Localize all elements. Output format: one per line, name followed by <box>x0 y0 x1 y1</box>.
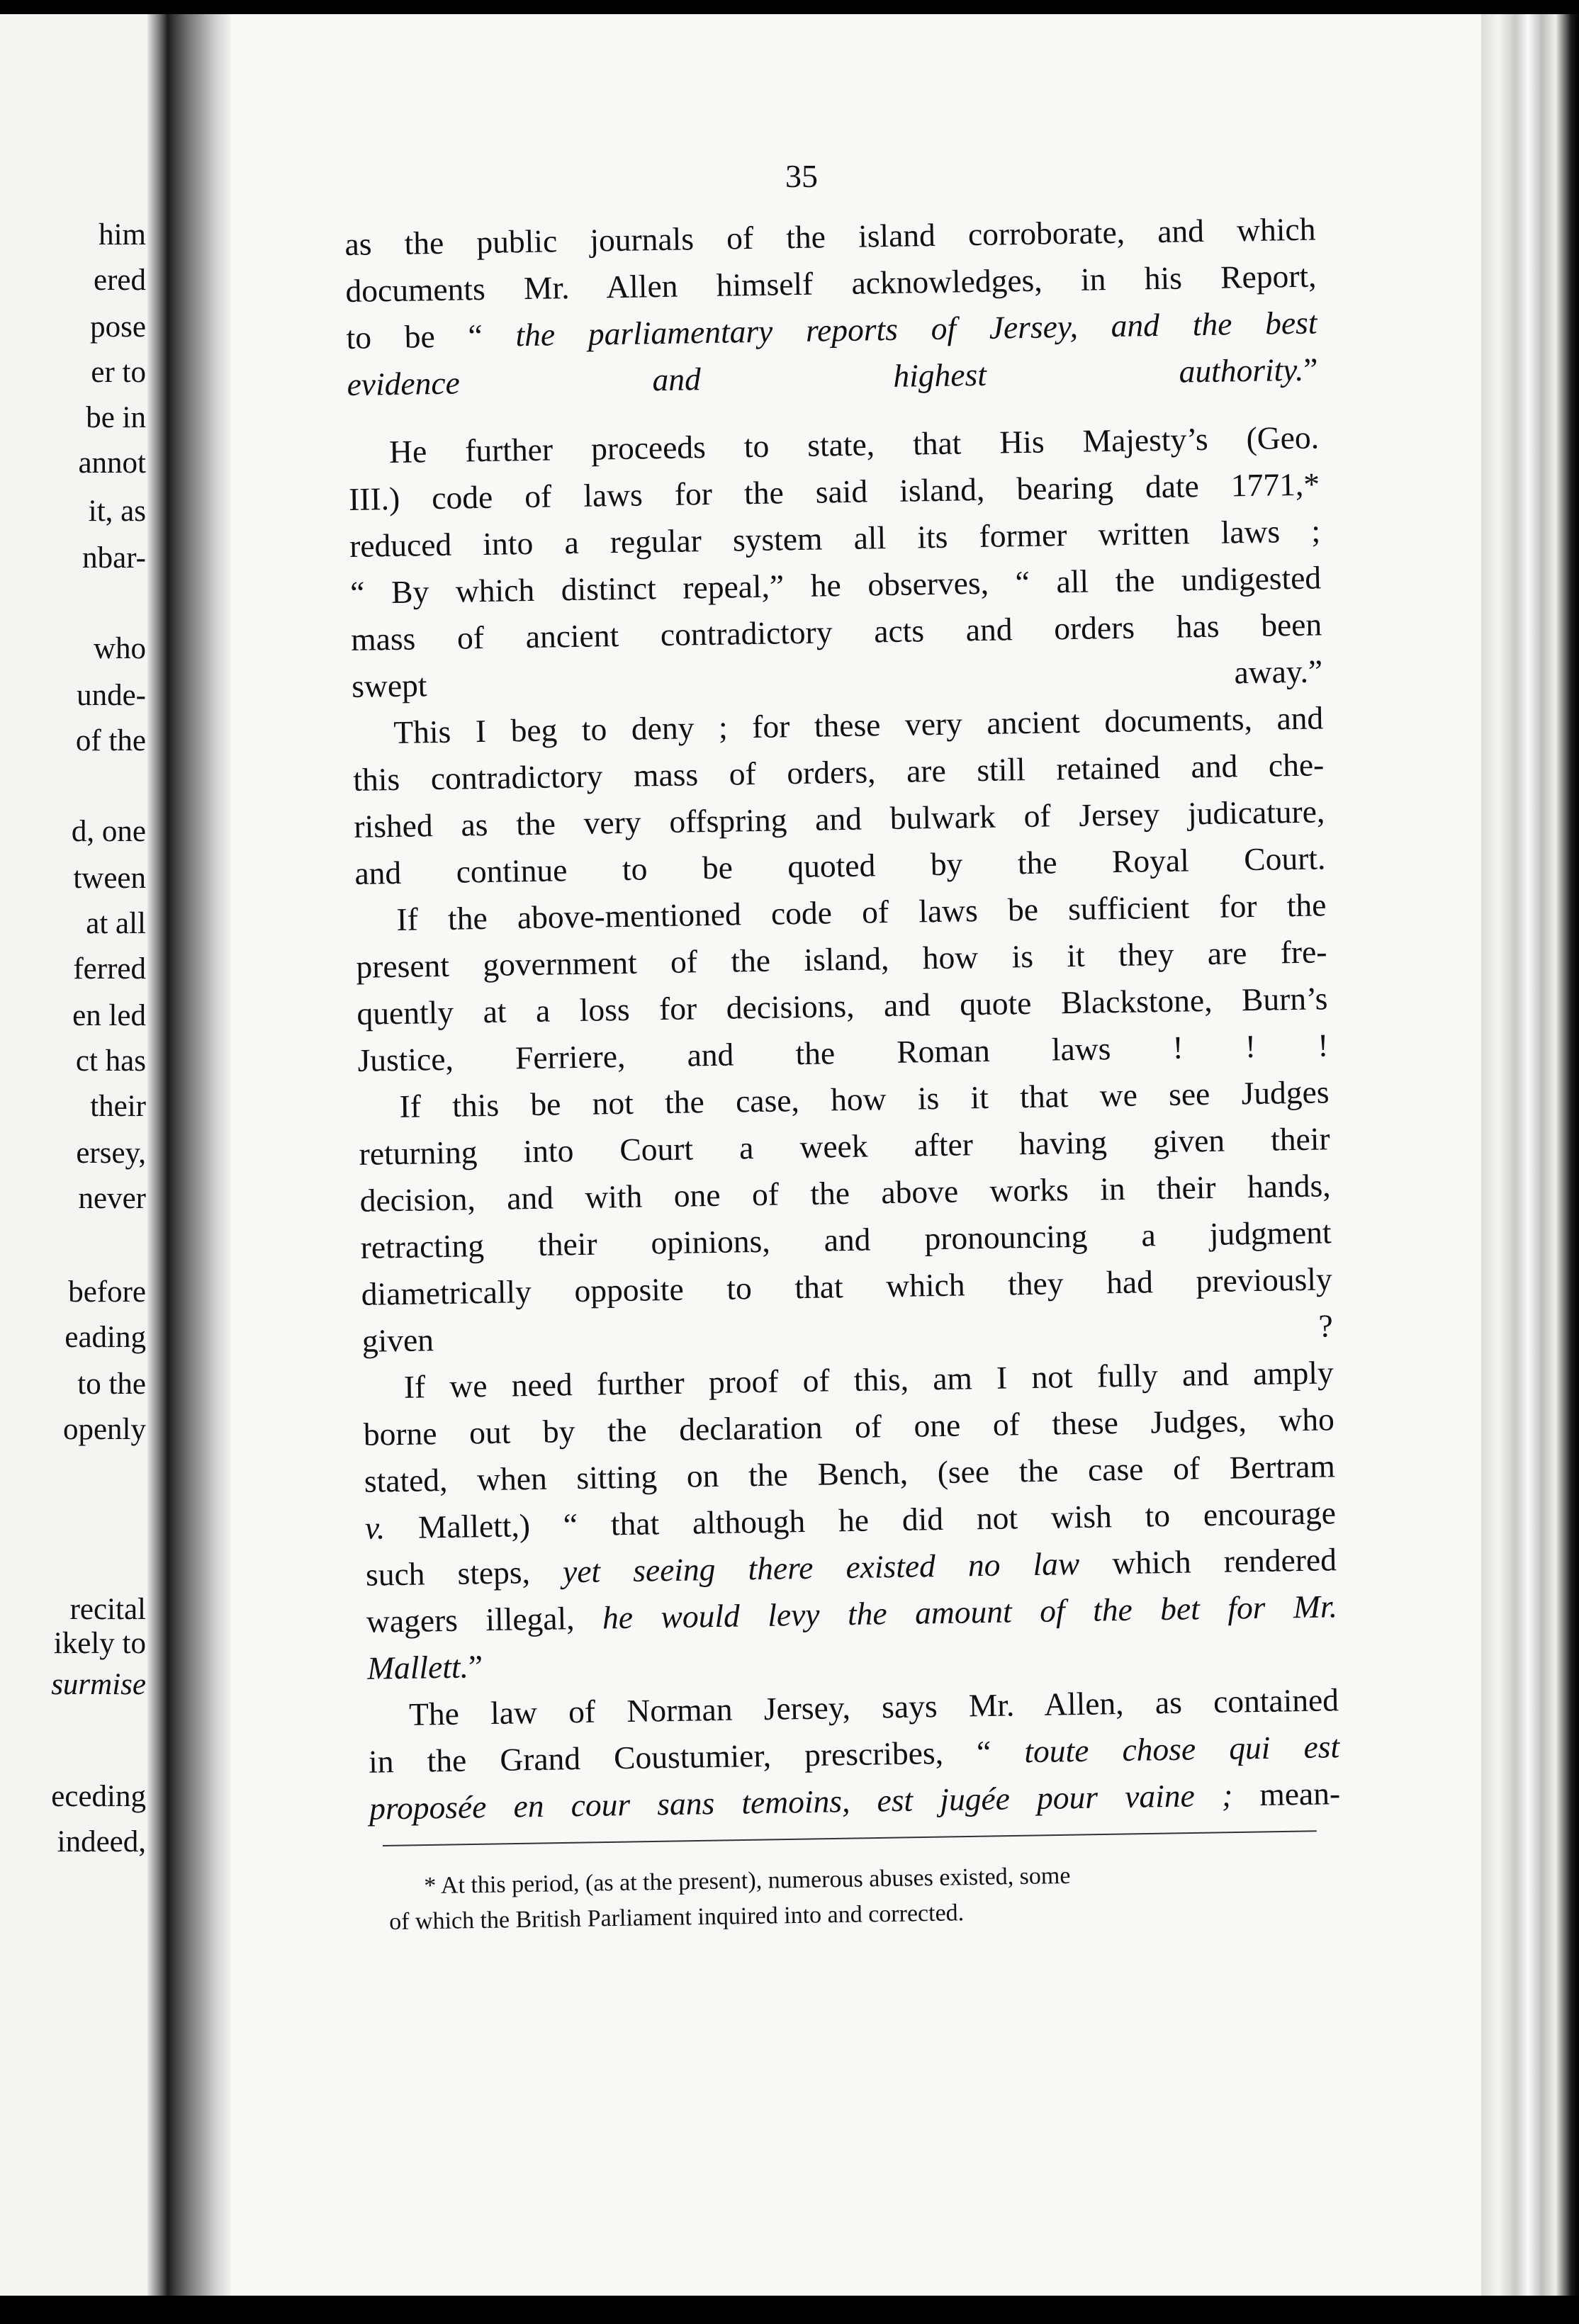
left-page-line: their <box>90 1090 146 1123</box>
paragraph-3-cont <box>353 741 1326 896</box>
left-page-line: ferred <box>73 952 146 986</box>
left-page-line: eceding <box>51 1780 146 1813</box>
text-line: evidence and highest authority.” <box>347 351 1318 402</box>
paragraph-1 <box>344 205 1318 407</box>
left-page-line: en led <box>72 999 146 1032</box>
left-page-line: recital <box>69 1593 146 1626</box>
left-page-line: openly <box>62 1413 146 1446</box>
left-page-line: surmise <box>51 1668 146 1701</box>
left-page-line: who <box>93 632 146 665</box>
text-line: mass of ancient contradictory acts and orders has been <box>350 606 1322 658</box>
text-line: v. Mallett,) “ that although he did not wish to encourage <box>364 1494 1337 1546</box>
left-page-line: indeed, <box>57 1825 146 1858</box>
left-page-gutter <box>147 14 167 2301</box>
text-line: diametrically opposite to that which they had previously <box>361 1260 1333 1312</box>
text-line: to be “ the parliamentary reports of Jersey, and the best <box>346 304 1317 356</box>
text-line: given ? <box>361 1307 1334 1359</box>
text-line: Justice, Ferriere, and the Roman laws ! ! ! <box>357 1027 1329 1078</box>
left-page-line: eading <box>64 1321 146 1354</box>
text-line: documents Mr. Allen himself acknowledges, in his Report, <box>345 257 1317 309</box>
footnote-line: of which the British Parliament inquired into and corrected. <box>388 1900 965 1935</box>
text-line: and continue to be quoted by the Royal Court. <box>354 840 1326 891</box>
left-page-line: d, one <box>71 815 146 848</box>
left-page-line: of the <box>75 724 146 757</box>
page-number: 35 <box>785 158 818 194</box>
left-page-line: to the <box>77 1367 146 1401</box>
text-line: decision, and with one of the above works in their hands, <box>359 1167 1331 1219</box>
left-page-line: never <box>78 1182 146 1215</box>
paragraph-2-cont <box>349 461 1323 709</box>
left-page-line: er to <box>91 356 146 389</box>
left-page-line: ikely to <box>53 1627 146 1660</box>
left-page-line: at all <box>86 907 146 940</box>
page-edges <box>1481 14 1579 2301</box>
text-line: such steps, yet seeing there existed no law which rendered <box>365 1541 1337 1593</box>
text-line: retracting their opinions, and pronouncing a judgment <box>360 1214 1332 1265</box>
scan-frame-bottom <box>0 2296 1579 2324</box>
text-line: borne out by the declaration of one of these Judges, who <box>363 1401 1335 1452</box>
footnote <box>388 1854 1319 1940</box>
text-line: “ By which distinct repeal,” he observes, “ all the undigested <box>349 559 1322 611</box>
book-spine-shadow <box>167 14 231 2301</box>
text-line: III.) code of laws for the said island, bearing date 1771,* <box>348 466 1320 517</box>
left-page-line: him <box>99 218 146 252</box>
text-line: stated, when sitting on the Bench, (see the case of Bertram <box>364 1448 1336 1499</box>
text-line: returning into Court a week after having given their <box>359 1120 1330 1172</box>
paragraph-4-cont <box>356 928 1329 1083</box>
left-page-line: be in <box>86 401 146 434</box>
text-line: present government of the island, how is it they are fre- <box>356 933 1327 985</box>
text-line: The law of Norman Jersey, says Mr. Allen, as contained <box>408 1681 1339 1732</box>
text-line: Mallett.” <box>366 1648 483 1686</box>
text-line: If the above-mentioned code of laws be sufficient for the <box>396 886 1327 937</box>
text-line: wagers illegal, he would levy the amount of the bet for Mr. <box>366 1588 1338 1640</box>
body-text <box>344 205 1341 1832</box>
text-line: reduced into a regular system all its former written laws ; <box>349 512 1321 564</box>
text-line: rished as the very offspring and bulwark of Jersey judicature, <box>354 793 1325 845</box>
text-line: in the Grand Coustumier, prescribes, “ toute chose qui est <box>368 1728 1340 1780</box>
left-page-line: before <box>68 1275 146 1309</box>
left-page-line: nbar- <box>82 541 146 575</box>
left-page-line: unde- <box>77 679 146 712</box>
left-page-line: ersey, <box>76 1136 146 1170</box>
text-line: He further proceeds to state, that His Majesty’s (Geo. <box>388 419 1320 470</box>
paragraph-5-cont <box>359 1115 1333 1364</box>
text-line: this contradictory mass of orders, are still retained and che- <box>352 746 1325 798</box>
left-page-line: ered <box>94 264 146 297</box>
paragraph-7-cont <box>369 1723 1341 1832</box>
left-facing-page <box>0 14 167 2301</box>
text-line: quently at a loss for decisions, and quote Blackstone, Burn’s <box>356 980 1328 1032</box>
text-line: If we need further proof of this, am I not fully and amply <box>403 1354 1334 1405</box>
text-line: as the public journals of the island corroborate, and which <box>344 210 1316 262</box>
text-line: If this be not the case, how is it that we see Judges <box>399 1073 1330 1124</box>
left-page-line: annot <box>78 446 146 480</box>
text-line: swept away.” <box>351 653 1323 704</box>
text-line: This I beg to deny ; for these very ancient documents, and <box>393 699 1324 750</box>
text-line: proposée en cour sans temoins, est jugée pour vaine ; mean- <box>369 1775 1341 1827</box>
paragraph-6-cont <box>363 1396 1338 1691</box>
left-page-line: pose <box>90 310 146 344</box>
footnote-line: * At this period, (as at the present), numerous abuses existed, some <box>424 1862 1071 1900</box>
left-page-line: ct has <box>75 1044 146 1078</box>
left-page-line: it, as <box>88 495 146 528</box>
left-page-line: tween <box>73 862 146 895</box>
